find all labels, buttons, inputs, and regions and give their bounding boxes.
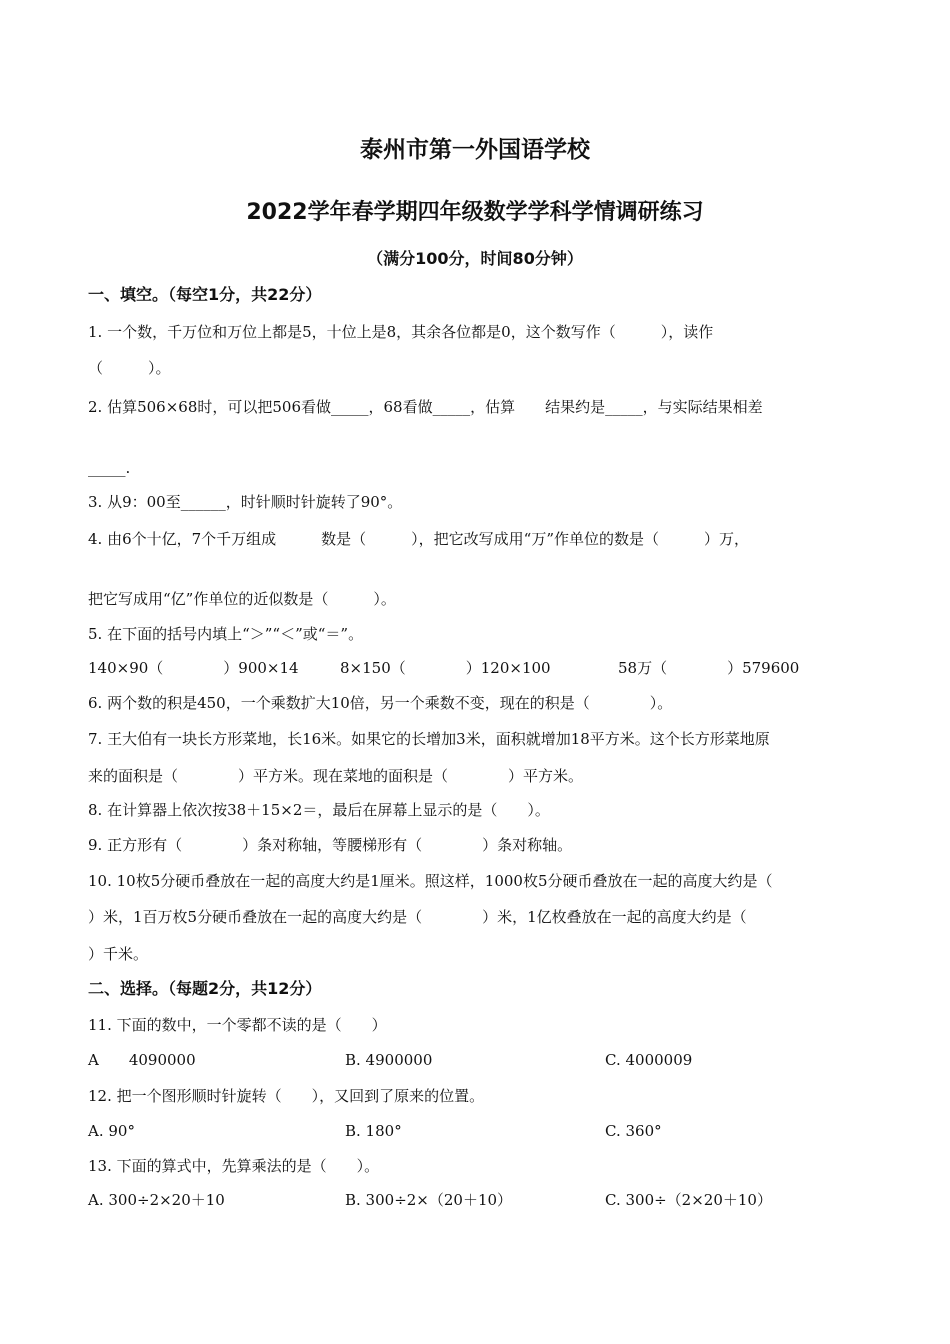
q8: 8. 在计算器上依次按38＋15×2＝，最后在屏幕上显示的是（ ）。 [88, 801, 550, 819]
q4-line2: 把它写成用“亿”作单位的近似数是（ ）。 [88, 590, 396, 608]
q12-stem: 12. 把一个图形顺时针旋转（ ），又回到了原来的位置。 [88, 1087, 485, 1105]
q11-option-b: B. 4900000 [345, 1051, 433, 1069]
section2-heading: 二、选择。（每题2分，共12分） [88, 979, 322, 998]
q1-line1: 1. 一个数，千万位和万位上都是5，十位上是8，其余各位都是0，这个数写作（ ），读作 [88, 323, 714, 341]
q2-line2: _____. [88, 459, 131, 477]
q1-line2: （ ）。 [88, 359, 171, 377]
q11-option-c: C. 4000009 [605, 1051, 693, 1069]
q11-option-a: A 4090000 [88, 1051, 196, 1069]
q3: 3. 从9：00至______，时针顺时针旋转了90°。 [88, 493, 403, 511]
school-name: 泰州市第一外国语学校 [360, 137, 590, 163]
q13-option-b: B. 300÷2×（20＋10） [345, 1191, 513, 1209]
q11-stem: 11. 下面的数中，一个零都不读的是（ ） [88, 1016, 387, 1034]
q6: 6. 两个数的积是450，一个乘数扩大10倍，另一个乘数不变，现在的积是（ ）。 [88, 694, 673, 712]
q5-item-b: 8×150（ ）120×100 [340, 659, 551, 677]
q5-item-c: 58万（ ）579600 [618, 659, 800, 677]
q4-line1: 4. 由6个十亿，7个千万组成 数是（ ），把它改写成用“万”作单位的数是（ ）万， [88, 530, 750, 548]
q13-stem: 13. 下面的算式中，先算乘法的是（ ）。 [88, 1157, 380, 1175]
q7-line2: 来的面积是（ ）平方米。现在菜地的面积是（ ）平方米。 [88, 767, 584, 785]
q10-line2: ）米，1百万枚5分硬币叠放在一起的高度大约是（ ）米，1亿枚叠放在一起的高度大约是（ [88, 908, 747, 926]
q13-option-a: A. 300÷2×20＋10 [88, 1191, 225, 1209]
q13-option-c: C. 300÷（2×20＋10） [605, 1191, 772, 1209]
q10-line3: ）千米。 [88, 945, 149, 963]
q9: 9. 正方形有（ ）条对称轴，等腰梯形有（ ）条对称轴。 [88, 836, 573, 854]
exam-title: 2022学年春学期四年级数学学科学情调研练习 [246, 200, 704, 225]
q12-option-a: A. 90° [88, 1122, 135, 1140]
q12-option-b: B. 180° [345, 1122, 402, 1140]
q10-line1: 10. 10枚5分硬币叠放在一起的高度大约是1厘米。照这样，1000枚5分硬币叠放在一起的高度大约是（ [88, 872, 773, 890]
q12-option-c: C. 360° [605, 1122, 662, 1140]
q7-line1: 7. 王大伯有一块长方形菜地，长16米。如果它的长增加3米，面积就增加18平方米。这个长方形菜地原 [88, 730, 770, 748]
q5-item-a: 140×90（ ）900×14 [88, 659, 299, 677]
q5-line1: 5. 在下面的括号内填上“＞”“＜”或“＝”。 [88, 625, 364, 643]
section1-heading: 一、填空。（每空1分，共22分） [88, 285, 322, 304]
exam-subtitle: （满分100分，时间80分钟） [367, 249, 583, 268]
q2-line1: 2. 估算506×68时，可以把506看做_____，68看做_____，估算 结果约是_____，与实际结果相差 [88, 398, 763, 416]
